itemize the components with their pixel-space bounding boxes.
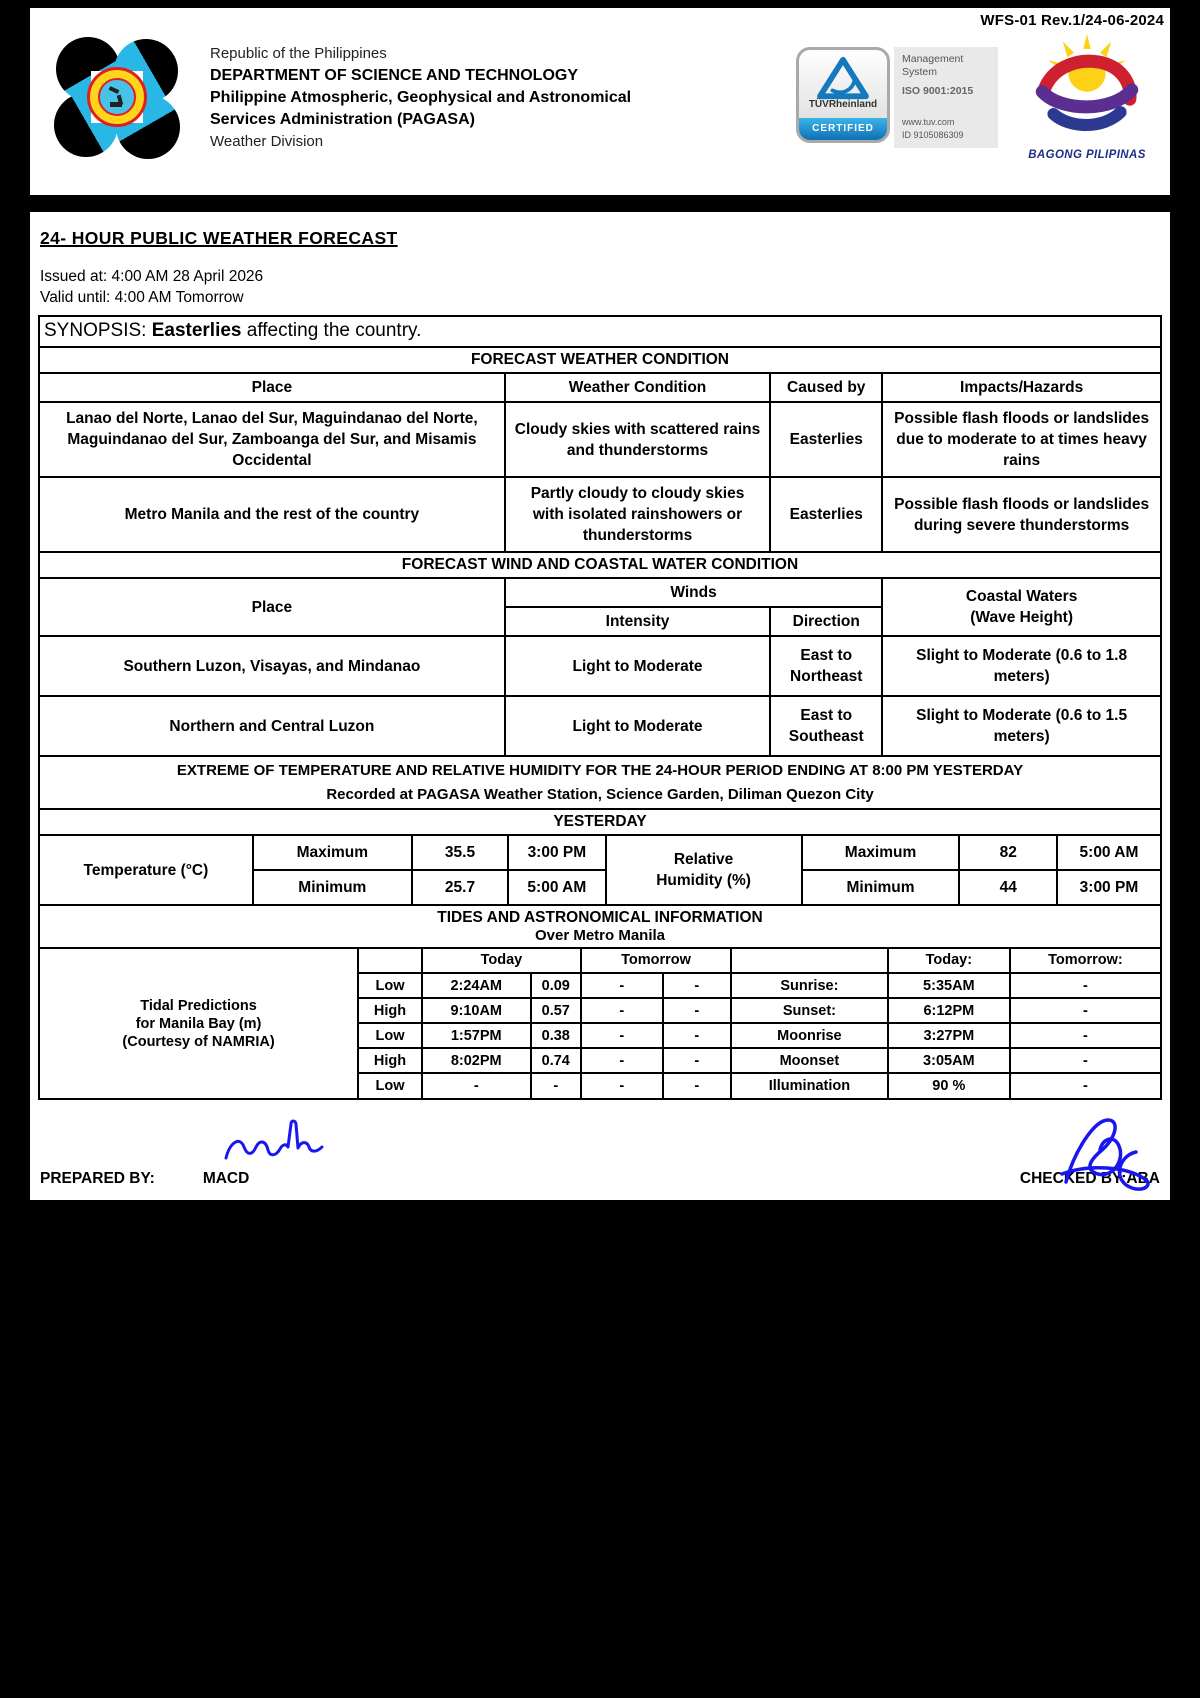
tide-label-line2: for Manila Bay (m) [135, 1015, 262, 1032]
cell-intensity: Light to Moderate [505, 636, 770, 696]
weather-section-title: FORECAST WEATHER CONDITION [40, 348, 1160, 374]
synopsis [40, 317, 1160, 348]
synopsis-rest: affecting the country. [241, 320, 422, 341]
document-header [30, 8, 1170, 195]
tuv-details [894, 47, 998, 148]
astro-today-value: 3:27PM [888, 1023, 1010, 1048]
extremes-section [40, 836, 1160, 906]
astro-col-tomorrow: Tomorrow: [1010, 949, 1160, 973]
tide-time: 9:10AM [422, 998, 531, 1023]
signature-footer [40, 1170, 1160, 1188]
extremes-heading-line2: Recorded at PAGASA Weather Station, Science Garden, Diliman Quezon City [326, 786, 874, 803]
astro-today-value: 5:35AM [888, 973, 1010, 998]
temperature-humidity-table [40, 836, 1160, 904]
astro-tomorrow-value: - [1010, 1048, 1160, 1073]
extremes-heading-line1: EXTREME OF TEMPERATURE AND RELATIVE HUMIDITY FOR THE 24-HOUR PERIOD ENDING AT 8:00 PM YESTERDAY [176, 762, 1024, 779]
cell-condition: Partly cloudy to cloudy skies with isolated rainshowers or thunderstorms [505, 477, 770, 551]
rh-min-time: 3:00 PM [1057, 870, 1160, 904]
temperature-label: Temperature (°C) [40, 836, 253, 904]
tide-height: 0.57 [531, 998, 581, 1023]
astro-col-today: Today: [888, 949, 1010, 973]
cell-direction: East to Southeast [770, 696, 882, 755]
astro-today-value: 6:12PM [888, 998, 1010, 1023]
checked-by-label: CHECKED BY: [1019, 1170, 1127, 1187]
tide-tomorrow-time: - [581, 1023, 663, 1048]
bagong-pilipinas-logo [1012, 34, 1162, 161]
humidity-label [606, 836, 802, 904]
agency-pagasa-line1: Philippine Atmospheric, Geophysical and Astronomical [210, 88, 632, 106]
weather-row [40, 477, 1160, 551]
tides-heading [40, 906, 1160, 949]
tide-tomorrow-time: - [581, 973, 663, 998]
tides-astronomical-table [40, 949, 1160, 1098]
tuv-cert-id: ID 9105086309 [902, 130, 964, 140]
wind-section-title: FORECAST WIND AND COASTAL WATER CONDITION [40, 553, 1160, 579]
astro-header-blank [731, 949, 888, 973]
tuv-iso: ISO 9001:2015 [902, 85, 974, 97]
cell-place: Northern and Central Luzon [40, 696, 505, 755]
bagong-pilipinas-icon [1031, 34, 1143, 142]
tide-height: - [531, 1073, 581, 1098]
tide-type: Low [358, 973, 422, 998]
tide-time: 2:24AM [422, 973, 531, 998]
prepared-signature-icon [220, 1114, 340, 1172]
prepared-by-label: PREPARED BY: [40, 1170, 155, 1187]
astro-tomorrow-value: - [1010, 1073, 1160, 1098]
tide-tomorrow-height: - [663, 973, 731, 998]
agency-pagasa-line2: Services Administration (PAGASA) [210, 110, 475, 128]
col-header-impacts: Impacts/Hazards [882, 374, 1160, 402]
temp-min-value: 25.7 [412, 870, 508, 904]
prepared-by [40, 1170, 249, 1188]
cell-direction: East to Northeast [770, 636, 882, 696]
tide-tomorrow-height: - [663, 1048, 731, 1073]
prepared-by-name: MACD [202, 1170, 250, 1187]
tide-col-today: Today [422, 949, 581, 973]
cell-caused-by: Easterlies [770, 477, 882, 551]
tide-tomorrow-height: - [663, 1073, 731, 1098]
yesterday-header: YESTERDAY [40, 810, 1160, 836]
tide-tomorrow-height: - [663, 998, 731, 1023]
temp-max-time: 3:00 PM [508, 836, 605, 870]
extremes-heading [40, 757, 1160, 810]
cell-place: Metro Manila and the rest of the country [40, 477, 505, 551]
astro-label: Moonrise [731, 1023, 888, 1048]
tuv-certified-banner: CERTIFIED [799, 118, 887, 140]
agency-republic: Republic of the Philippines [210, 44, 387, 62]
tide-type: High [358, 1048, 422, 1073]
astro-label: Illumination [731, 1073, 888, 1098]
logo-center-seal [87, 67, 147, 127]
tuv-brand: TÜVRheinland [808, 99, 878, 110]
col-header-caused-by: Caused by [770, 374, 882, 402]
agency-dost: DEPARTMENT OF SCIENCE AND TECHNOLOGY [210, 66, 579, 84]
cell-coastal: Slight to Moderate (0.6 to 1.5 meters) [882, 696, 1160, 755]
temp-max-value: 35.5 [412, 836, 508, 870]
logo-map-globe [98, 78, 136, 116]
weather-row [40, 402, 1160, 477]
rh-max-value: 82 [959, 836, 1056, 870]
rh-max-label: Maximum [802, 836, 960, 870]
coastal-header-line1: Coastal Waters [965, 588, 1078, 605]
cell-impacts: Possible flash floods or landslides during severe thunderstorms [882, 477, 1160, 551]
col-header-place: Place [40, 374, 505, 402]
cell-caused-by: Easterlies [770, 402, 882, 477]
synopsis-label: SYNOPSIS: [44, 320, 152, 341]
tide-type: Low [358, 1023, 422, 1048]
valid-until: Valid until: 4:00 AM Tomorrow [40, 289, 244, 306]
agency-identity [210, 43, 796, 153]
tides-heading-line2: Over Metro Manila [534, 927, 666, 944]
tide-label-line3: (Courtesy of NAMRIA) [122, 1033, 275, 1050]
tide-time: - [422, 1073, 531, 1098]
tide-type: Low [358, 1073, 422, 1098]
issued-at: Issued at: 4:00 AM 28 April 2026 [40, 268, 264, 285]
tide-tomorrow-time: - [581, 1048, 663, 1073]
col-header-winds: Winds [505, 579, 882, 607]
col-header-direction: Direction [770, 607, 882, 636]
rh-max-time: 5:00 AM [1057, 836, 1160, 870]
temp-min-time: 5:00 AM [508, 870, 605, 904]
header-row [30, 34, 1170, 161]
tide-label-line1: Tidal Predictions [140, 997, 257, 1014]
checked-by-name: ABA [1126, 1170, 1160, 1187]
col-header-place: Place [40, 579, 505, 636]
col-header-coastal [882, 579, 1160, 636]
synopsis-system: Easterlies [151, 320, 242, 341]
tides-section [40, 949, 1160, 1098]
wind-section [40, 579, 1160, 757]
tide-predictions-label [40, 949, 358, 1098]
tide-tomorrow-height: - [663, 1023, 731, 1048]
cell-place: Southern Luzon, Visayas, and Mindanao [40, 636, 505, 696]
astro-today-value: 90 % [888, 1073, 1010, 1098]
forecast-sections [38, 315, 1162, 1100]
astro-label: Sunrise: [731, 973, 888, 998]
coastal-header-line2: (Wave Height) [970, 609, 1073, 626]
wind-coastal-table [40, 579, 1160, 755]
tide-time: 8:02PM [422, 1048, 531, 1073]
humidity-label-line2: Humidity (%) [656, 872, 751, 889]
temp-max-label: Maximum [253, 836, 412, 870]
forecast-weather-table [40, 374, 1160, 551]
checked-by [1020, 1170, 1160, 1188]
tide-height: 0.09 [531, 973, 581, 998]
cell-impacts: Possible flash floods or landslides due to moderate to at times heavy rains [882, 402, 1160, 477]
astro-tomorrow-value: - [1010, 998, 1160, 1023]
tuv-badge-icon [796, 47, 890, 143]
cell-condition: Cloudy skies with scattered rains and thunderstorms [505, 402, 770, 477]
tuv-ms-line2: System [902, 66, 938, 78]
rh-min-value: 44 [959, 870, 1056, 904]
bagong-pilipinas-label: BAGONG PILIPINAS [1028, 149, 1146, 161]
cell-intensity: Light to Moderate [505, 696, 770, 755]
form-code: WFS-01 Rev.1/24-06-2024 [980, 12, 1164, 29]
temp-min-label: Minimum [253, 870, 412, 904]
col-header-condition: Weather Condition [505, 374, 770, 402]
rh-min-label: Minimum [802, 870, 960, 904]
humidity-label-line1: Relative [673, 851, 734, 868]
astro-label: Moonset [731, 1048, 888, 1073]
tide-type-header-blank [358, 949, 422, 973]
wind-row [40, 696, 1160, 755]
tides-heading-line1: TIDES AND ASTRONOMICAL INFORMATION [437, 909, 763, 926]
forecast-document [30, 212, 1170, 1200]
tide-time: 1:57PM [422, 1023, 531, 1048]
cell-coastal: Slight to Moderate (0.6 to 1.8 meters) [882, 636, 1160, 696]
tide-height: 0.74 [531, 1048, 581, 1073]
wind-row [40, 636, 1160, 696]
tuv-triangle-icon [814, 55, 872, 101]
tide-tomorrow-time: - [581, 998, 663, 1023]
astro-today-value: 3:05AM [888, 1048, 1010, 1073]
agency-division: Weather Division [210, 132, 324, 150]
cell-place: Lanao del Norte, Lanao del Sur, Maguindanao del Norte, Maguindanao del Sur, Zamboanga del Sur, and Misamis Occidental [40, 402, 505, 477]
extremes-row [40, 836, 1160, 870]
tide-height: 0.38 [531, 1023, 581, 1048]
tide-type: High [358, 998, 422, 1023]
tuv-website: www.tuv.com [902, 117, 955, 127]
col-header-intensity: Intensity [505, 607, 770, 636]
weather-section [40, 374, 1160, 553]
tuv-certification-mark [796, 47, 998, 148]
astro-label: Sunset: [731, 998, 888, 1023]
tide-tomorrow-time: - [581, 1073, 663, 1098]
document-title: 24- HOUR PUBLIC WEATHER FORECAST [40, 228, 398, 248]
dost-pagasa-logo-icon [54, 37, 180, 159]
astro-tomorrow-value: - [1010, 1023, 1160, 1048]
astro-tomorrow-value: - [1010, 973, 1160, 998]
tide-col-tomorrow: Tomorrow [581, 949, 731, 973]
tuv-ms-line1: Management [902, 53, 964, 65]
